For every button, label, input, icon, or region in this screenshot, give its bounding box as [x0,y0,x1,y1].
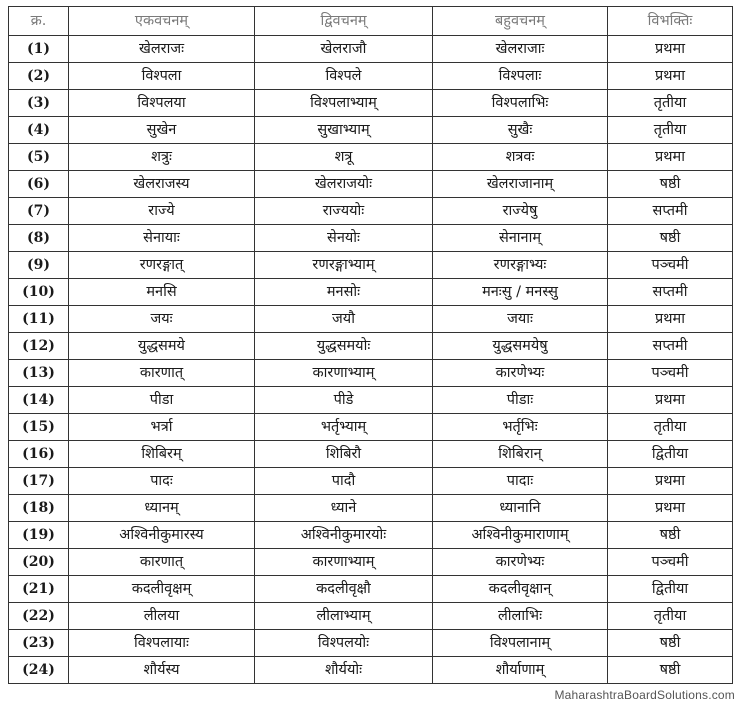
cell-serial: (17) [9,468,69,495]
cell-case: द्वितीया [608,441,733,468]
cell-dual: खेलराजयोः [255,171,433,198]
cell-serial: (9) [9,252,69,279]
cell-case: तृतीया [608,90,733,117]
cell-dual: जयौ [255,306,433,333]
cell-case: पञ्चमी [608,549,733,576]
cell-dual: पीडे [255,387,433,414]
cell-dual: सेनयोः [255,225,433,252]
cell-dual: कारणाभ्याम् [255,360,433,387]
table-row [9,333,733,360]
table-row [9,360,733,387]
cell-case: षष्ठी [608,522,733,549]
cell-serial: (7) [9,198,69,225]
cell-singular: अश्विनीकुमारस्य [69,522,255,549]
cell-serial: (24) [9,657,69,684]
cell-singular: कारणात् [69,360,255,387]
cell-singular: विश्पलया [69,90,255,117]
cell-plural: सुखैः [433,117,608,144]
cell-serial: (13) [9,360,69,387]
cell-dual: शौर्ययोः [255,657,433,684]
cell-plural: शिबिरान् [433,441,608,468]
cell-dual: भर्तृभ्याम् [255,414,433,441]
cell-case: षष्ठी [608,171,733,198]
table-row [9,198,733,225]
cell-dual: लीलाभ्याम् [255,603,433,630]
cell-dual: कारणाभ्याम् [255,549,433,576]
cell-plural: सेनानाम् [433,225,608,252]
cell-case: पञ्चमी [608,360,733,387]
cell-case: प्रथमा [608,144,733,171]
cell-plural: विश्पलाभिः [433,90,608,117]
table-row [9,522,733,549]
cell-dual: ध्याने [255,495,433,522]
cell-serial: (4) [9,117,69,144]
table-row [9,306,733,333]
cell-case: द्वितीया [608,576,733,603]
cell-plural: खेलराजानाम् [433,171,608,198]
table-row [9,90,733,117]
table-row [9,36,733,63]
header-case: विभक्तिः [608,7,733,36]
cell-dual: विश्पलाभ्याम् [255,90,433,117]
cell-serial: (20) [9,549,69,576]
cell-serial: (16) [9,441,69,468]
cell-singular: सेनायाः [69,225,255,252]
cell-dual: खेलराजौ [255,36,433,63]
declension-table [8,6,733,684]
cell-plural: ध्यानानि [433,495,608,522]
cell-serial: (3) [9,90,69,117]
cell-singular: शौर्यस्य [69,657,255,684]
cell-singular: लीलया [69,603,255,630]
cell-case: सप्तमी [608,279,733,306]
cell-singular: खेलराजः [69,36,255,63]
cell-case: प्रथमा [608,468,733,495]
cell-singular: सुखेन [69,117,255,144]
cell-case: प्रथमा [608,306,733,333]
table-row [9,414,733,441]
cell-case: प्रथमा [608,36,733,63]
table-row [9,144,733,171]
declension-table-wrapper [8,6,732,684]
table-row [9,495,733,522]
cell-case: षष्ठी [608,657,733,684]
cell-plural: विश्पलाः [433,63,608,90]
cell-plural: लीलाभिः [433,603,608,630]
table-row [9,387,733,414]
cell-case: षष्ठी [608,630,733,657]
cell-serial: (18) [9,495,69,522]
header-serial: क्र. [9,7,69,36]
cell-case: षष्ठी [608,225,733,252]
cell-singular: शिबिरम् [69,441,255,468]
cell-case: प्रथमा [608,63,733,90]
cell-plural: युद्धसमयेषु [433,333,608,360]
table-row [9,171,733,198]
cell-singular: जयः [69,306,255,333]
table-row [9,117,733,144]
header-dual: द्विवचनम् [255,7,433,36]
cell-plural: विश्पलानाम् [433,630,608,657]
cell-plural: भर्तृभिः [433,414,608,441]
cell-singular: शत्रुः [69,144,255,171]
cell-case: प्रथमा [608,495,733,522]
table-row [9,63,733,90]
cell-serial: (10) [9,279,69,306]
cell-plural: जयाः [433,306,608,333]
cell-dual: विश्पलयोः [255,630,433,657]
cell-plural: खेलराजाः [433,36,608,63]
table-body [9,36,733,684]
cell-serial: (14) [9,387,69,414]
table-row [9,603,733,630]
cell-dual: शत्रू [255,144,433,171]
cell-dual: मनसोः [255,279,433,306]
cell-singular: राज्ये [69,198,255,225]
cell-serial: (8) [9,225,69,252]
table-row [9,225,733,252]
cell-singular: कारणात् [69,549,255,576]
cell-dual: राज्ययोः [255,198,433,225]
table-row [9,468,733,495]
cell-serial: (22) [9,603,69,630]
table-row [9,630,733,657]
cell-serial: (19) [9,522,69,549]
table-row [9,549,733,576]
cell-plural: कारणेभ्यः [433,549,608,576]
cell-case: सप्तमी [608,333,733,360]
cell-plural: पादाः [433,468,608,495]
cell-singular: मनसि [69,279,255,306]
cell-dual: युद्धसमयोः [255,333,433,360]
cell-case: तृतीया [608,414,733,441]
cell-plural: अश्विनीकुमाराणाम् [433,522,608,549]
cell-dual: पादौ [255,468,433,495]
cell-singular: पादः [69,468,255,495]
cell-dual: विश्पले [255,63,433,90]
header-plural: बहुवचनम् [433,7,608,36]
cell-plural: कारणेभ्यः [433,360,608,387]
cell-plural: शौर्याणाम् [433,657,608,684]
cell-singular: पीडा [69,387,255,414]
table-row [9,576,733,603]
cell-dual: सुखाभ्याम् [255,117,433,144]
cell-singular: युद्धसमये [69,333,255,360]
cell-singular: कदलीवृक्षम् [69,576,255,603]
cell-plural: शत्रवः [433,144,608,171]
cell-singular: ध्यानम् [69,495,255,522]
cell-singular: विश्पला [69,63,255,90]
cell-serial: (15) [9,414,69,441]
cell-plural: राज्येषु [433,198,608,225]
header-singular: एकवचनम् [69,7,255,36]
cell-case: प्रथमा [608,387,733,414]
cell-serial: (21) [9,576,69,603]
cell-dual: रणरङ्गाभ्याम् [255,252,433,279]
header-row [9,7,733,36]
cell-serial: (12) [9,333,69,360]
table-row [9,441,733,468]
cell-dual: अश्विनीकुमारयोः [255,522,433,549]
cell-case: पञ्चमी [608,252,733,279]
table-row [9,657,733,684]
cell-singular: भर्त्रा [69,414,255,441]
cell-serial: (2) [9,63,69,90]
cell-plural: कदलीवृक्षान् [433,576,608,603]
cell-serial: (1) [9,36,69,63]
watermark: MaharashtraBoardSolutions.com [554,688,735,702]
cell-singular: रणरङ्गात् [69,252,255,279]
cell-serial: (11) [9,306,69,333]
cell-case: तृतीया [608,603,733,630]
table-row [9,252,733,279]
cell-serial: (23) [9,630,69,657]
cell-dual: शिबिरौ [255,441,433,468]
cell-case: सप्तमी [608,198,733,225]
cell-plural: मनःसु / मनस्सु [433,279,608,306]
cell-serial: (6) [9,171,69,198]
cell-dual: कदलीवृक्षौ [255,576,433,603]
cell-singular: विश्पलायाः [69,630,255,657]
cell-serial: (5) [9,144,69,171]
cell-singular: खेलराजस्य [69,171,255,198]
cell-plural: पीडाः [433,387,608,414]
table-row [9,279,733,306]
cell-case: तृतीया [608,117,733,144]
cell-plural: रणरङ्गाभ्यः [433,252,608,279]
